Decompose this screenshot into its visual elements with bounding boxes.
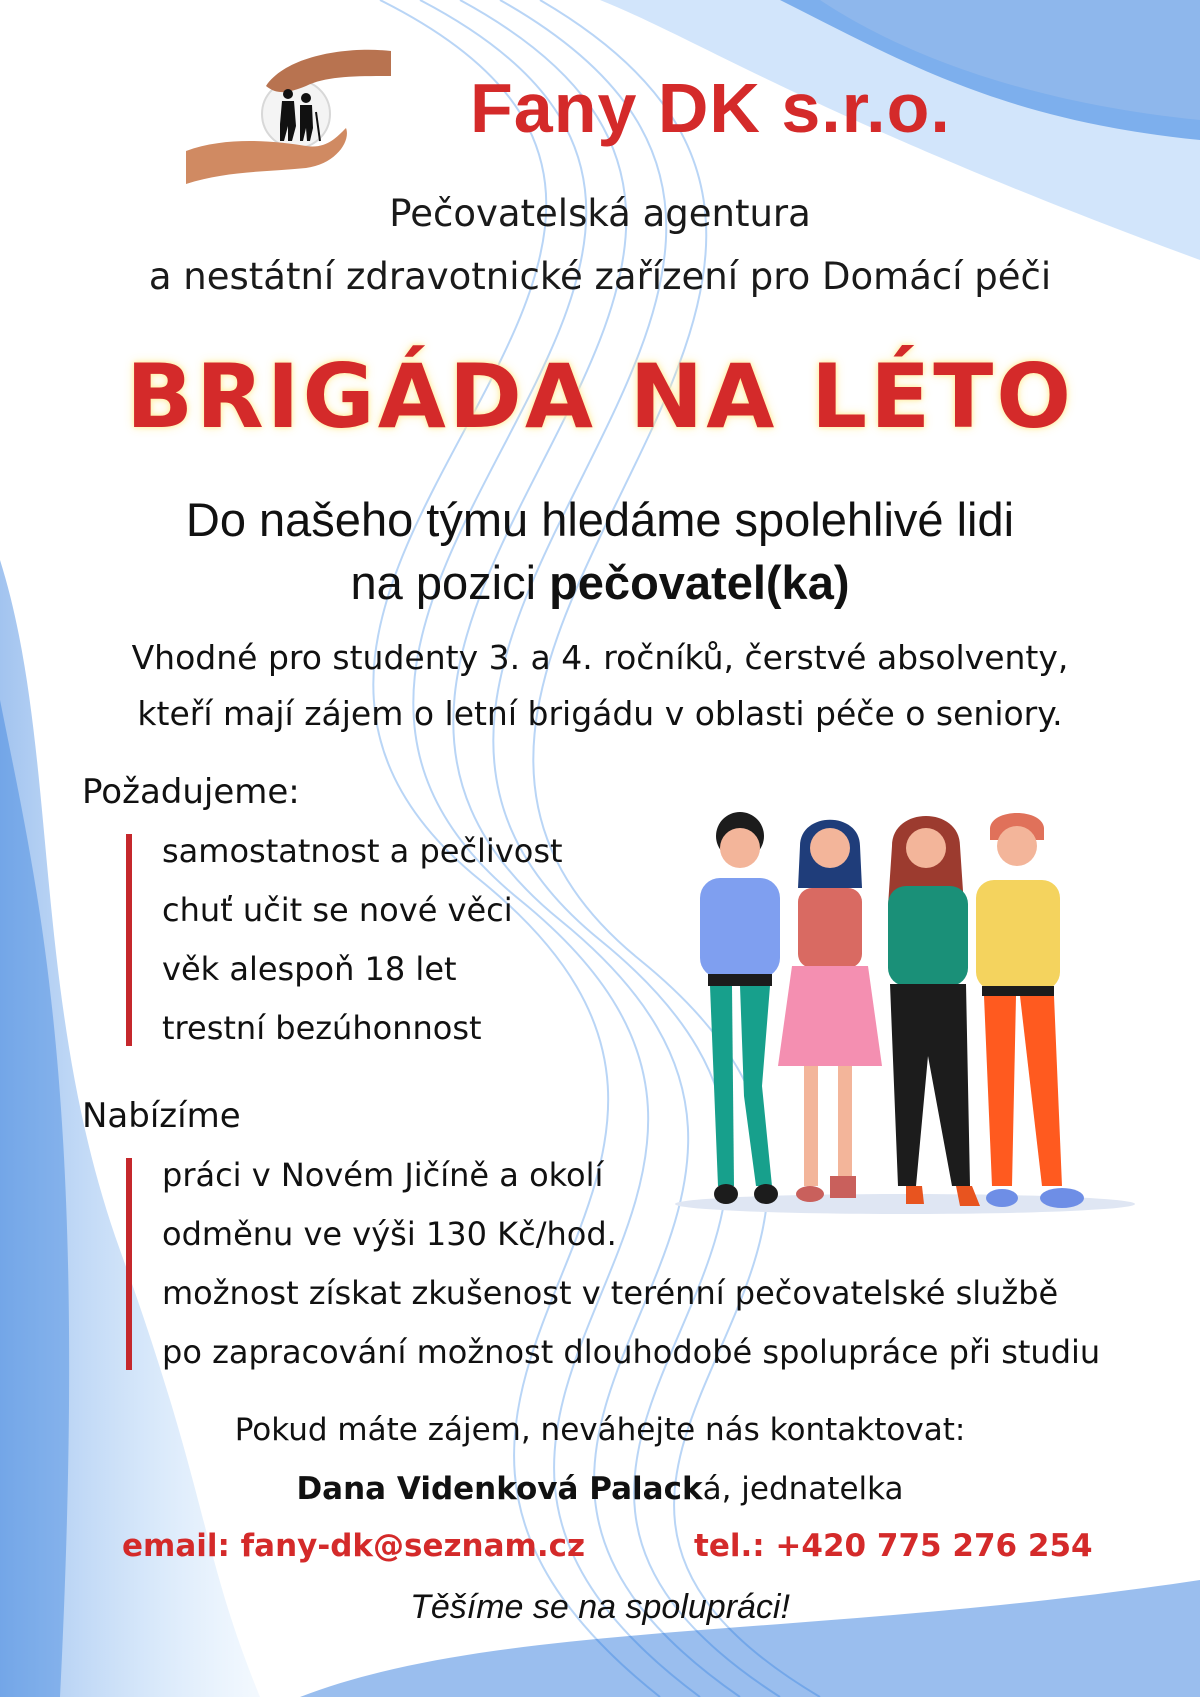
group-of-four-young-people bbox=[670, 806, 1140, 1216]
contact-person bbox=[0, 1471, 1200, 1507]
person-1 bbox=[700, 812, 780, 1204]
caring-hands-seniors-icon bbox=[186, 46, 396, 186]
requirement-item: trestní bezúhonnost bbox=[162, 1009, 482, 1047]
person-4 bbox=[976, 813, 1084, 1208]
subtitle-line-2: a nestátní zdravotnické zařízení pro Domácí péči bbox=[148, 255, 1052, 298]
person-2 bbox=[778, 820, 882, 1202]
offer-item: odměnu ve výši 130 Kč/hod. bbox=[162, 1215, 617, 1253]
contact-role: á, jednatelka bbox=[702, 1471, 904, 1507]
contact-email[interactable]: email: fany-dk@seznam.cz bbox=[122, 1528, 586, 1564]
lead-line-1: Do našeho týmu hledáme spolehlivé lidi bbox=[185, 493, 1015, 546]
intro-line-1: Vhodné pro studenty 3. a 4. ročníků, čerstvé absolventy, bbox=[131, 638, 1069, 677]
lead-line-2-prefix: na pozici bbox=[350, 556, 550, 609]
headline: BRIGÁDA NA LÉTO bbox=[125, 345, 1075, 448]
requirement-item: věk alespoň 18 let bbox=[162, 950, 457, 988]
company-name: Fany DK s.r.o. bbox=[470, 69, 951, 147]
offer-heading: Nabízíme bbox=[82, 1096, 241, 1136]
requirements-heading: Požadujeme: bbox=[82, 772, 300, 812]
contact-phone[interactable]: tel.: +420 775 276 254 bbox=[694, 1528, 1093, 1564]
position-title: pečovatel(ka) bbox=[549, 556, 850, 609]
lead-line-2 bbox=[0, 555, 1200, 610]
contact-intro: Pokud máte zájem, neváhejte nás kontaktovat: bbox=[234, 1412, 966, 1448]
contact-name: Dana Videnková Palack bbox=[296, 1471, 703, 1507]
offer-item: možnost získat zkušenost v terénní pečovatelské službě bbox=[162, 1274, 1059, 1312]
offer-divider bbox=[126, 1158, 132, 1370]
intro-line-2: kteří mají zájem o letní brigádu v oblasti péče o seniory. bbox=[137, 694, 1063, 733]
requirements-divider bbox=[126, 834, 132, 1046]
person-3 bbox=[888, 816, 980, 1206]
subtitle-line-1: Pečovatelská agentura bbox=[389, 192, 811, 235]
offer-item: po zapracování možnost dlouhodobé spolupráce při studiu bbox=[162, 1333, 1101, 1371]
offer-item: práci v Novém Jičíně a okolí bbox=[162, 1156, 604, 1194]
requirement-item: samostatnost a pečlivost bbox=[162, 832, 563, 870]
closing-line: Těšíme se na spolupráci! bbox=[410, 1588, 790, 1626]
requirement-item: chuť učit se nové věci bbox=[162, 891, 513, 929]
